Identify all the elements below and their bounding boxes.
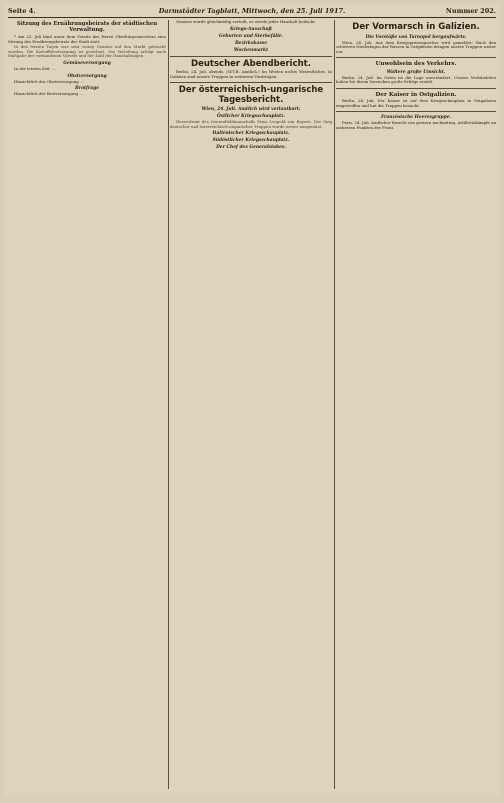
front-heading: Südöstlicher Kriegsschauplatz.	[212, 138, 290, 144]
issue-number: Nummer 202.	[445, 7, 496, 15]
column-2	[170, 20, 332, 789]
section-text: In der letzten Zeit …	[14, 65, 55, 71]
section-heading: Brotfrage	[75, 86, 99, 92]
report-signature: Der Chef des Generalstabes.	[216, 145, 286, 151]
section-divider	[336, 57, 496, 58]
column-divider	[168, 20, 169, 789]
front-heading: Östlicher Kriegsschauplatz.	[216, 114, 286, 120]
newspaper-page	[4, 4, 500, 795]
notice-heading: Wochenmarkt	[233, 47, 269, 53]
main-article-title: Der Vormarsch in Galizien.	[352, 22, 480, 32]
article-text: Berlin, 24. Juli. Der Kaiser ist auf dem Kriegsschauplatz in Ostgalizien eingetroffen und hat die Truppen besucht.	[336, 98, 496, 108]
section-divider	[170, 56, 332, 57]
report-title-austrian: Der österreichisch-ungarische Tagesbericht.	[178, 85, 324, 105]
column-divider	[334, 20, 335, 789]
section-divider	[336, 111, 496, 112]
page-header	[8, 6, 496, 18]
section-divider	[170, 82, 332, 83]
section-heading: Gemüseversorgung	[63, 60, 111, 66]
article-text: Berlin, 24. Juli. Im Osten ist die Lage unverändert. Unsere Verbündeten haben bei ihrem Vorrücken große Erfolge erzielt.	[336, 74, 496, 85]
column-1	[8, 20, 166, 789]
article-title: Französische Heeresgruppe.	[381, 115, 451, 121]
report-title-german: Deutscher Abendbericht.	[191, 58, 311, 69]
report-body: Heeresfront des Generalfeldmarschalls Prinz Leopold von Bayern. Der Sieg deutscher und österreichisch-ungarischer Truppen wurde weiter ausgenützt.	[170, 119, 332, 129]
article-body: Gemüse wurde gleichmäßig verteilt, es wurde jeder Haushalt bedacht.	[176, 20, 316, 24]
notice-heading: Kriegs-Ausschuß	[230, 26, 272, 32]
main-article-text: Wien, 24. Juli. Aus dem Kriegspressequartier wird gemeldet: Nach den schweren Niederlagen der Russen in Ostgalizien dringen unsere Truppen weiter vor.	[336, 39, 496, 54]
section-text: Hinsichtlich der Obstversorgung …	[14, 78, 84, 84]
article-title: Unwohlsein des Verkehrs.	[375, 61, 457, 68]
report-text-german: Berlin, 24. Juli, abends. (W.T.B. Amtlich.) Im Westen nichts Wesentliches. In Galizien sind unsere Truppen in weiterem Vordringen.	[170, 69, 332, 79]
front-heading: Italienischer Kriegsschauplatz.	[212, 131, 290, 137]
notice-heading: Geburten und Sterbefälle.	[218, 33, 284, 39]
article-text: Paris, 24. Juli. Amtlicher Bericht von gestern nachmittag. Artilleriekämpfe an mehreren Punkten der Front.	[336, 120, 496, 131]
notice-heading: Bezirkskasse	[234, 40, 268, 46]
section-divider	[336, 88, 496, 89]
section-heading: Obstversorgung	[67, 73, 107, 79]
report-dateline: Wien, 24. Juli. Amtlich wird verlautbart:	[201, 107, 301, 113]
newspaper-title: Darmstädter Tagblatt, Mittwoch, den 25. Juli 1917.	[158, 7, 346, 15]
article-body: In den letzten Tagen war sehr wenig Gemüse auf den Markt gebracht worden. Die Kartoffelversorgung ist gesichert. Die Verteilung erfolgt nach Maßgabe der vorhandenen Vorräte und der Zahl der Haushaltungen.	[8, 44, 166, 59]
article-intro: * Am 23. Juli fand unter dem Vorsitz des Herrn Oberbürgermeisters eine Sitzung des Ernährungsbeirats der Stadt statt.	[8, 34, 166, 44]
article-subtitle: Waltere große Umsicht.	[386, 69, 446, 75]
main-article-subtitle: Die Vorstöße von Tarnopol bergaufwärts.	[365, 34, 467, 40]
column-3	[336, 20, 496, 789]
page-number: Seite 4.	[8, 7, 36, 15]
article-title: Der Kaiser in Ostgalizien.	[375, 91, 457, 98]
section-text: Hinsichtlich der Brotversorgung …	[14, 91, 84, 97]
article-title: Sitzung des Ernährungsbeirats der städtischen Verwaltung.	[16, 21, 158, 33]
